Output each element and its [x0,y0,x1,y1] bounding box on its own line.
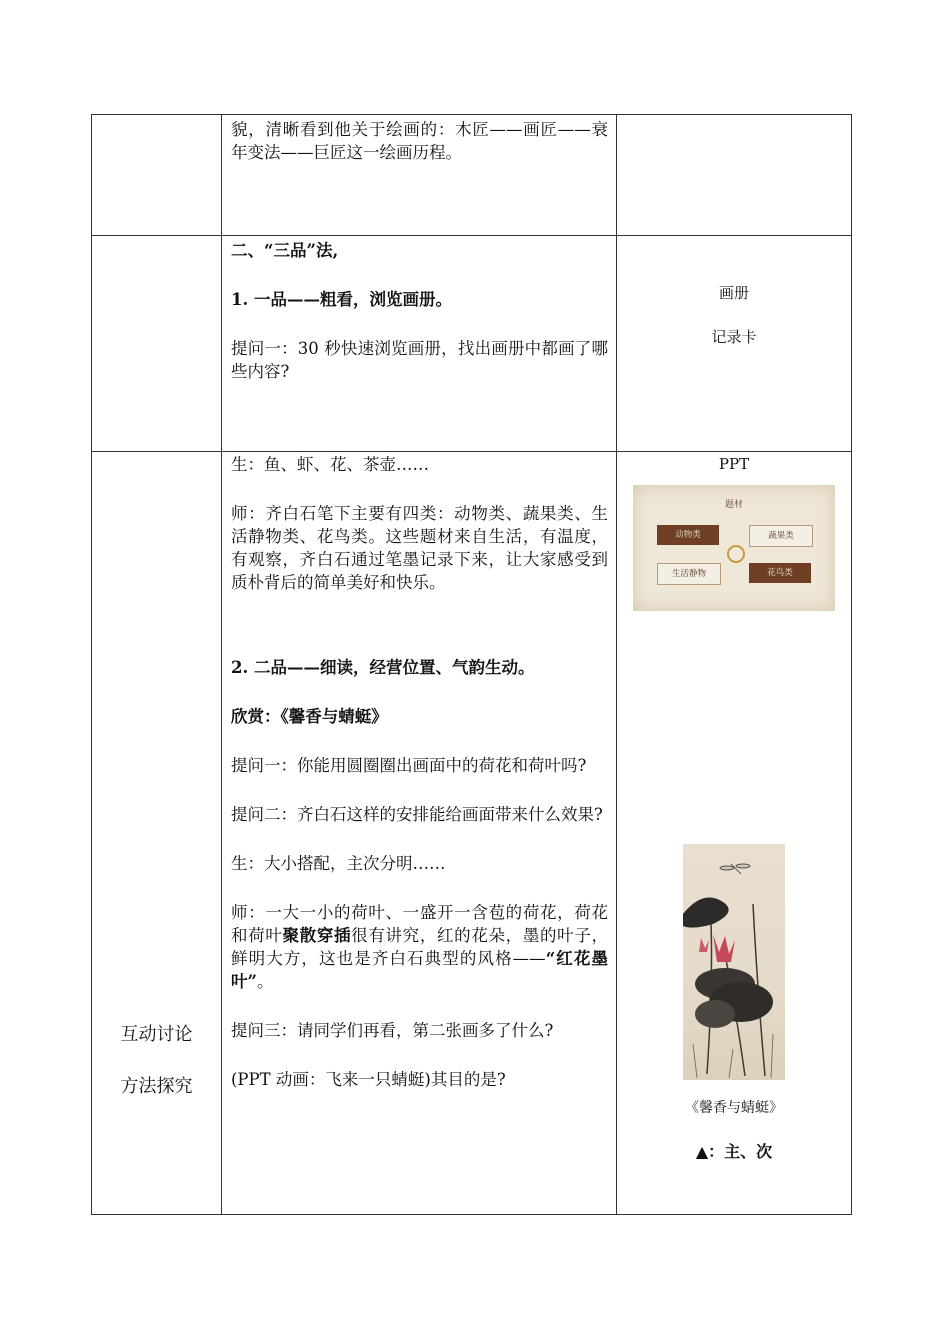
painting-caption: 《馨香与蜻蜓》 [685,1100,783,1116]
step-heading: 1. 一品——粗看，浏览画册。 [231,290,452,309]
question-four: (PPT 动画：飞来一只蜻蜓)其目的是? [231,1070,506,1089]
slide-title: 题材 [724,500,743,510]
content-paragraph: 貌，清晰看到他关于绘画的：木匠——画匠——衰年变法——巨匠这一绘画历程。 [231,120,609,162]
student-answer: 生：大小搭配，主次分明…… [231,854,446,873]
question-three: 提问三：请同学们再看，第二张画多了什么? [231,1021,554,1040]
content-cell [222,115,617,236]
resource-cell [617,236,852,452]
resource-item-album: 画册 [718,284,749,302]
text-span: 师：一大一小的荷叶、一盛开一含苞的荷花，荷花和荷叶 [231,903,608,945]
ppt-label: PPT [718,455,750,473]
slide-tag-vegetables: 蔬果类 [749,525,813,547]
step-heading: 2. 二品——细读，经营位置、气韵生动。 [231,658,535,677]
question-two: 提问二：齐白石这样的安排能给画面带来什么效果? [231,805,603,824]
stage-cell [92,236,222,452]
table-row [92,236,852,452]
slide-tag-still-life: 生活静物 [657,563,721,585]
stage-cell [92,452,222,1215]
content-cell [222,452,617,1215]
stage-cell [92,115,222,236]
appreciation-title: 欣赏：《馨香与蜻蜓》 [231,707,388,726]
question-text: 提问一：30 秒快速浏览画册，找出画册中都画了哪些内容? [231,339,608,381]
emphasis-text: “红花墨叶” [231,949,608,991]
text-span: 。 [257,972,274,991]
resource-cell [617,452,852,1215]
student-answer: 生：鱼、虾、花、茶壶…… [231,455,429,474]
teacher-explanation: 师：齐白石笔下主要有四类：动物类、蔬果类、生活静物类、花鸟类。这些题材来自生活，有温度，有观察，齐白石通过笔墨记录下来，让大家感受到质朴背后的简单美好和快乐。 [231,504,608,592]
lightbulb-icon [727,545,745,563]
key-point-note: ▲：主、次 [695,1142,773,1161]
stage-label-method: 方法探究 [120,1076,193,1097]
slide-tag-animals: 动物类 [657,525,719,545]
painting-image [683,844,785,1080]
lotus-dragonfly-painting [683,844,785,1080]
section-heading: 二、“三品”法, [231,241,339,260]
text-span: 很有讲究，红的花朵，墨的叶子，鲜明大方，这也是齐白石典型的风格—— [231,926,609,968]
content-cell [222,236,617,452]
table-row [92,115,852,236]
stage-label-discussion: 互动讨论 [120,1024,193,1045]
resource-item-record-card: 记录卡 [711,328,757,346]
emphasis-text: 聚散穿插 [282,926,352,945]
resource-cell [617,115,852,236]
slide-tag-flowers-birds: 花鸟类 [749,563,811,583]
ppt-slide-thumbnail [633,485,835,611]
question-one: 提问一：你能用圆圈圈出画面中的荷花和荷叶吗? [231,756,587,775]
table-row [92,452,852,1215]
teacher-explanation [231,901,608,993]
lesson-plan-table [91,114,852,1215]
